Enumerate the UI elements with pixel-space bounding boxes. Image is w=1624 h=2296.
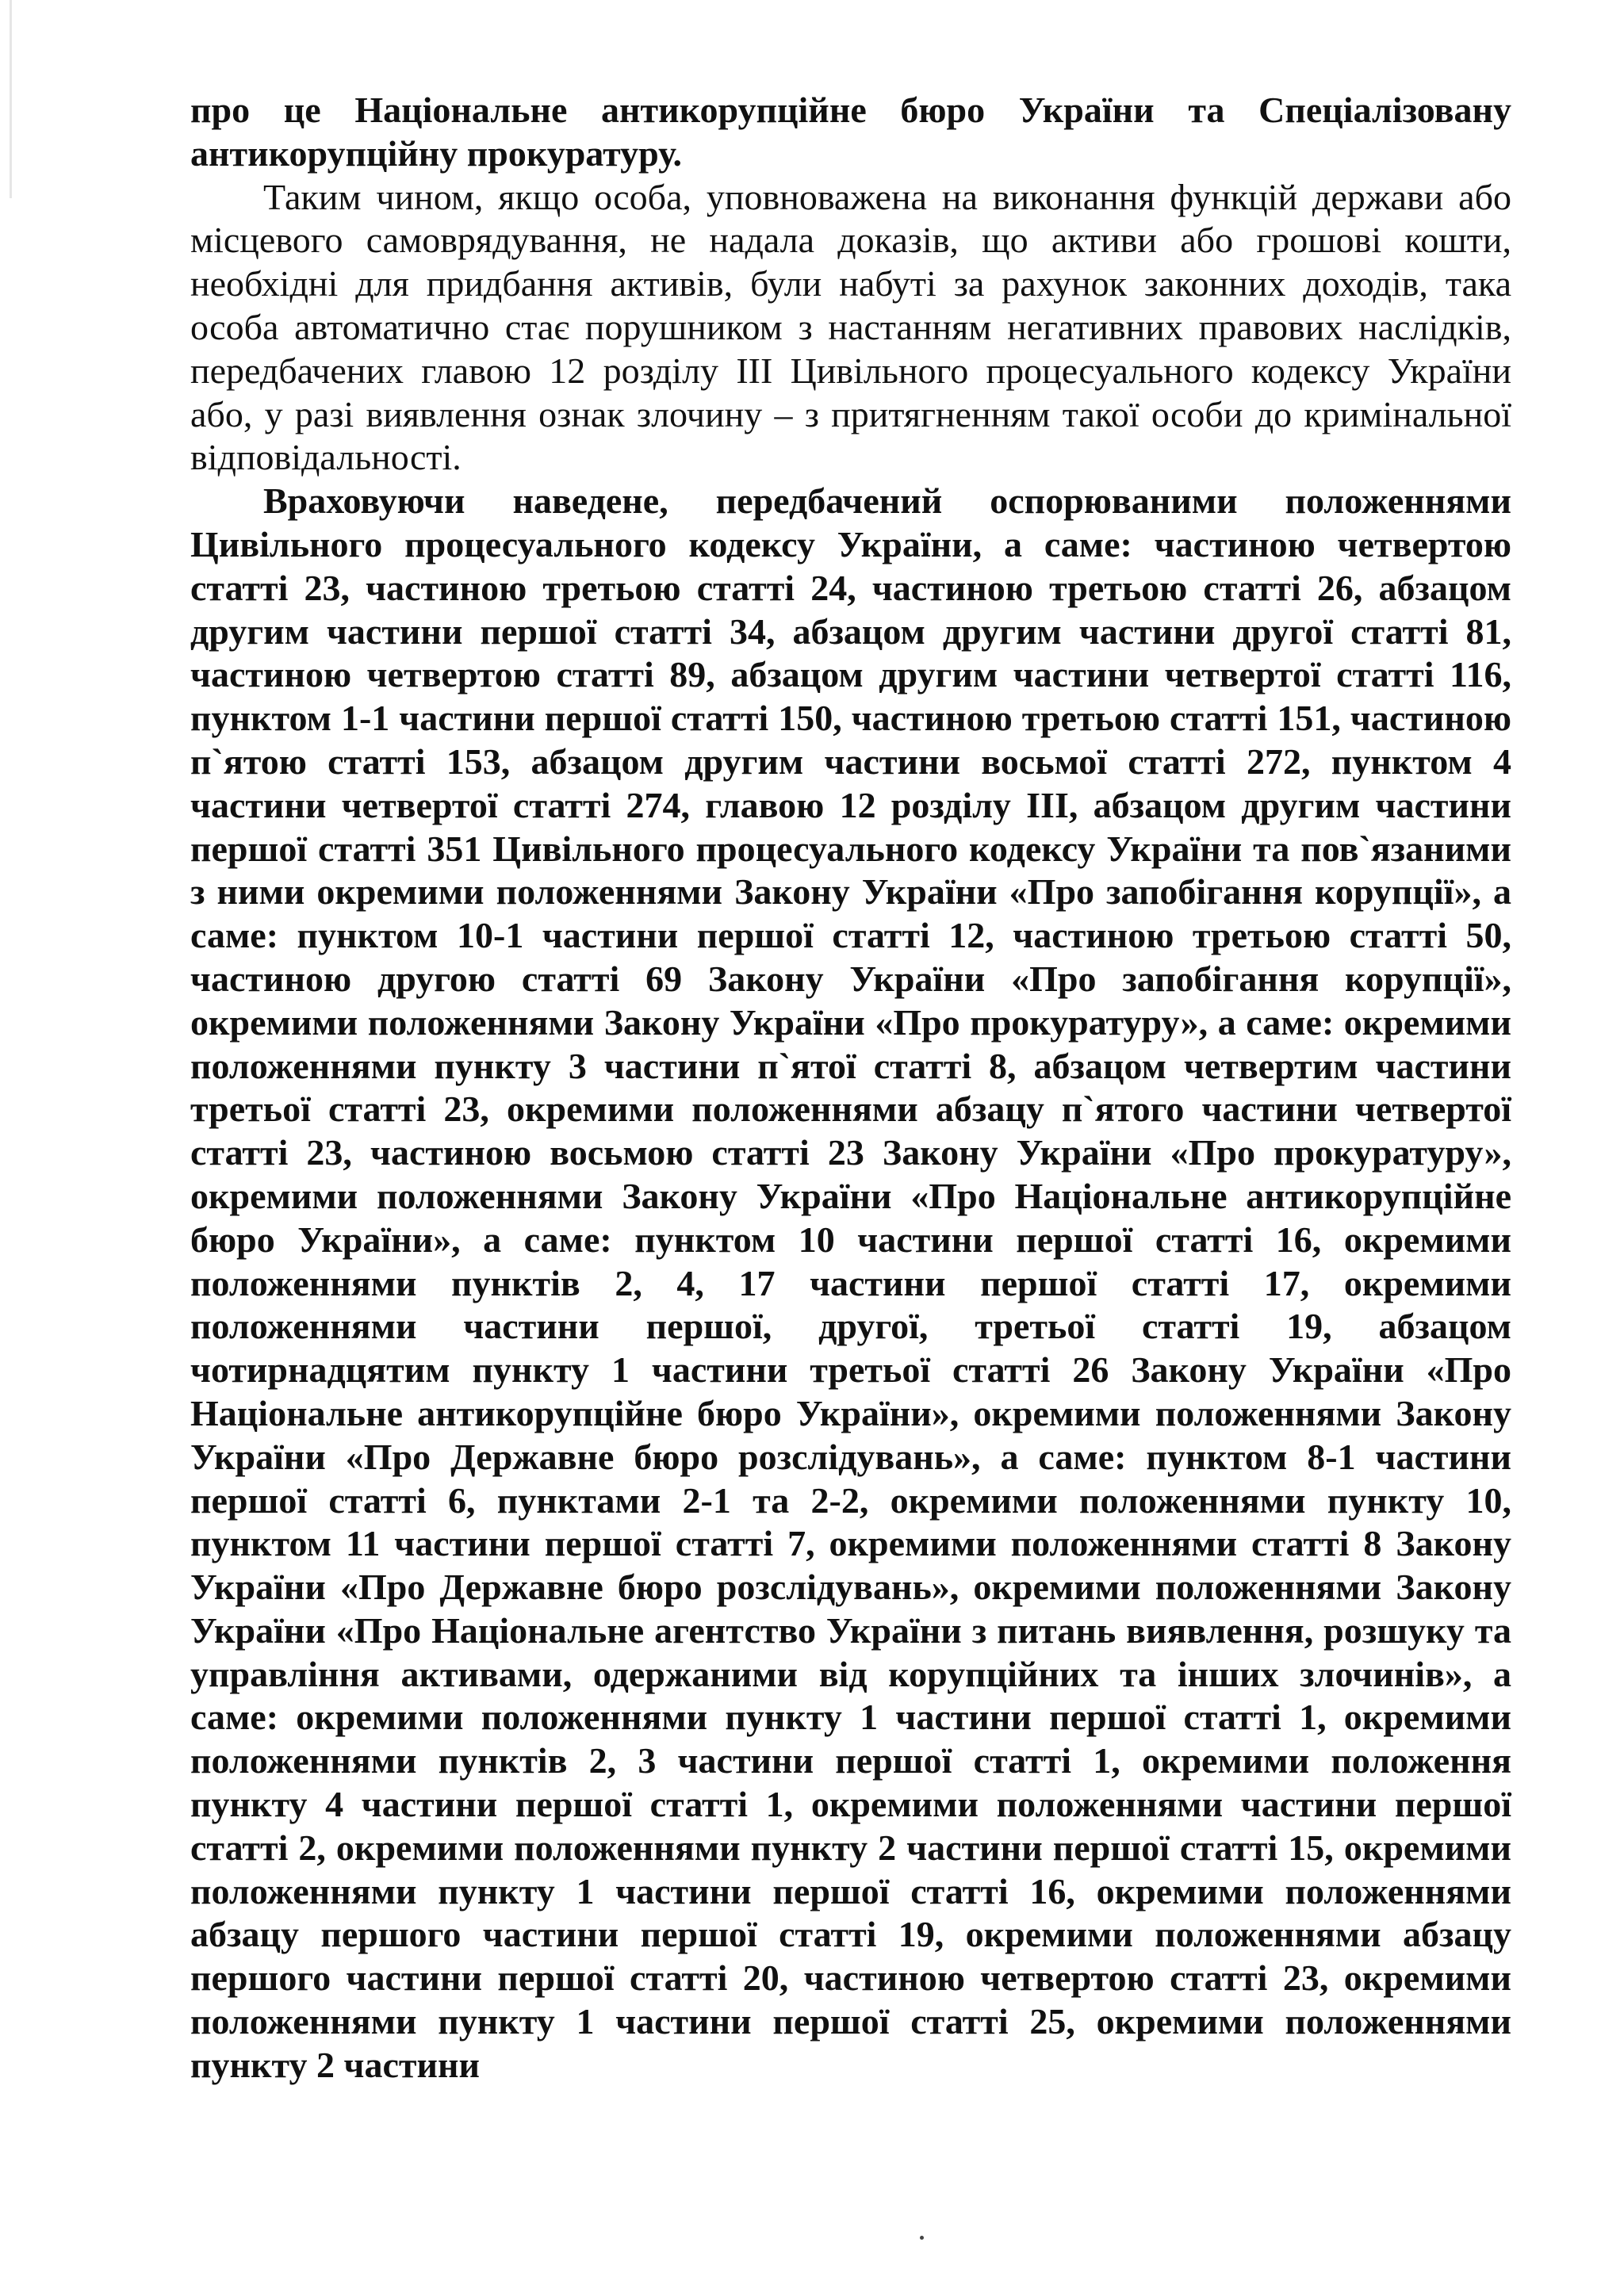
paragraph-conclusion: Таким чином, якщо особа, уповноважена на виконання функцій держави або місцевого самоврядування, не надала доказів, що активи або грошові кошти, необхідні для придбання активів, були набуті за рахунок законних доходів, така особа автоматично стає порушником з настанням негативних правових наслідків, передбачених главою 12 розділу III Цивільного процесуального кодексу України або, у разі виявлення ознак злочину – з притягненням такої особи до кримінальної відповідальності. xyxy=(190,176,1511,478)
paragraph-provisions: Враховуючи наведене, передбачений оспорюваними положеннями Цивільного процесуального кодексу України, а саме: частиною четвертою статті 23, частиною третьою статті 24, частиною третьою статті 26, абзацом другим частини першої статті 34, абзацом другим частини другої статті 81, частиною четвертою статті 89, абзацом другим частини четвертої статті 116, пунктом 1-1 частини першої статті 150, частиною третьою статті 151, частиною п`ятою статті 153, абзацом другим частини восьмої статті 272, пунктом 4 частини четвертої статті 274, главою 12 розділу III, абзацом другим частини першої статті 351 Цивільного процесуального кодексу України та пов`язаними з ними окремими положеннями Закону України «Про запобігання корупції», а саме: пунктом 10-1 частини першої статті 12, частиною третьою статті 50, частиною другою статті 69 Закону України «Про запобігання корупції», окремими положеннями Закону України «Про прокуратуру», а саме: окремими положеннями пункту 3 частини п`ятої статті 8, абзацом четвертим частини третьої статті 23, окремими положеннями абзацу п`ятого частини четвертої статті 23, частиною восьмою статті 23 Закону України «Про прокуратуру», окремими положеннями Закону України «Про Національне антикорупційне бюро України», а саме: пунктом 10 частини першої статті 16, окремими положеннями пунктів 2, 4, 17 частини першої статті 17, окремими положеннями частини першої, другої, третьої статті 19, абзацом чотирнадцятим пункту 1 частини третьої статті 26 Закону України «Про Національне антикорупційне бюро України», окремими положеннями Закону України «Про Державне бюро розслідувань», а саме: пунктом 8-1 частини першої статті 6, пунктами 2-1 та 2-2, окремими положеннями пункту 10, пунктом 11 частини першої статті 7, окремими положеннями статті 8 Закону України «Про Державне бюро розслідувань», окремими положеннями Закону України «Про Національне агентство України з питань виявлення, розшуку та управління активами, одержаними від корупційних та інших злочинів», а саме: окремими положеннями пункту 1 частини першої статті 1, окремими положеннями пунктів 2, 3 частини першої статті 1, окремими положення пункту 4 частини першої статті 1, окремими положеннями частини першої статті 2, окремими положеннями пункту 2 частини першої статті 15, окремими положеннями пункту 1 частини першої статті 16, окремими положеннями абзацу першого частини першої статті 19, окремими положеннями абзацу першого частини першої статті 20, частиною четвертою статті 23, окремими положеннями пункту 1 частини першої статті 25, окремими положеннями пункту 2 частини xyxy=(190,480,1511,2085)
scan-dot-mark xyxy=(920,2236,924,2240)
paragraph-continuation: про це Національне антикорупційне бюро України та Спеціалізовану антикорупційну прокуратуру. xyxy=(190,90,1511,174)
document-body xyxy=(190,89,1511,2087)
scan-edge-mark xyxy=(10,0,12,198)
